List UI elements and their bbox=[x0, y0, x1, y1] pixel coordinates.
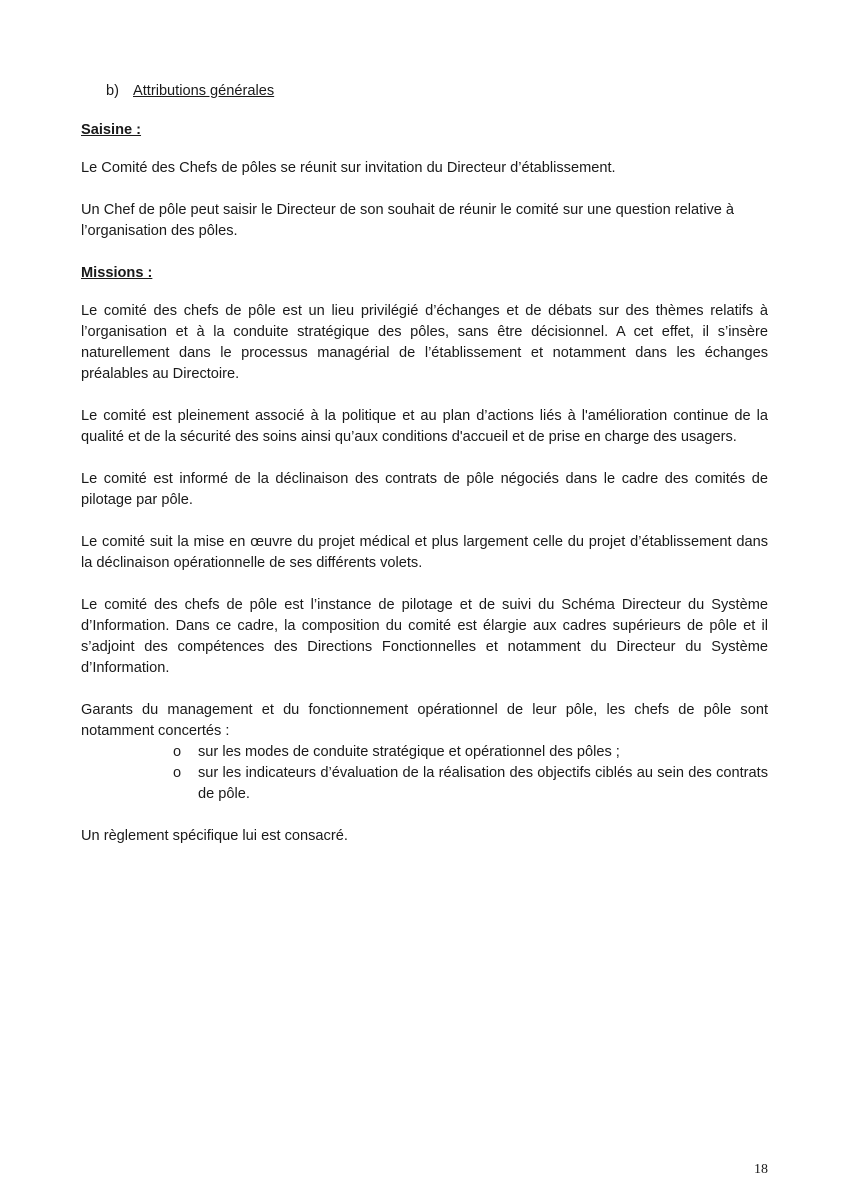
saisine-paragraph-1: Le Comité des Chefs de pôles se réunit sur invitation du Directeur d’établissement. bbox=[81, 160, 616, 176]
bullet-mark: o bbox=[173, 744, 182, 760]
bullet-mark: o bbox=[173, 765, 182, 781]
missions-paragraph-6: Garants du management et du fonctionnement opérationnel de leur pôle, les chefs de pôle sont notamment concertés : bbox=[81, 702, 768, 739]
saisine-paragraph-2: Un Chef de pôle peut saisir le Directeur de son souhait de réunir le comité sur une question relative à l’organisation des pôles. bbox=[81, 202, 735, 239]
section-heading bbox=[106, 81, 768, 102]
heading-letter: b) bbox=[106, 83, 119, 99]
missions-title: Missions : bbox=[81, 265, 153, 281]
bullet-list bbox=[81, 742, 768, 805]
closing-paragraph: Un règlement spécifique lui est consacré. bbox=[81, 828, 348, 844]
missions-paragraph-2: Le comité est pleinement associé à la politique et au plan d’actions liés à l'amélioration continue de la qualité et de la sécurité des soins ainsi qu’aux conditions d'accueil et de prise en charge des usagers. bbox=[81, 408, 768, 445]
document-page bbox=[81, 81, 768, 868]
missions-paragraph-4: Le comité suit la mise en œuvre du projet médical et plus largement celle du projet d’établissement dans la déclinaison opérationnelle de ses différents volets. bbox=[81, 534, 768, 571]
bullet-text: sur les indicateurs d’évaluation de la réalisation des objectifs ciblés au sein des contrats de pôle. bbox=[198, 765, 768, 802]
page-number: 18 bbox=[754, 1162, 768, 1177]
saisine-title: Saisine : bbox=[81, 122, 142, 138]
bullet-text: sur les modes de conduite stratégique et opérationnel des pôles ; bbox=[198, 744, 620, 760]
heading-title: Attributions générales bbox=[133, 83, 275, 99]
missions-paragraph-1: Le comité des chefs de pôle est un lieu privilégié d’échanges et de débats sur des thèmes relatifs à l’organisation et à la conduite stratégique des pôles, sans être décisionnel. A cet effet, il s’insère naturellement dans le processus managérial de l’établissement et notamment dans les échanges préalables au Directoire. bbox=[81, 303, 768, 382]
list-item bbox=[81, 763, 768, 805]
list-item bbox=[81, 742, 768, 763]
missions-paragraph-5: Le comité des chefs de pôle est l’instance de pilotage et de suivi du Schéma Directeur du Système d’Information. Dans ce cadre, la composition du comité est élargie aux cadres supérieurs de pôle et il s’adjoint des compétences des Directions Fonctionnelles et notamment du Directeur du Système d’Information. bbox=[81, 597, 768, 676]
missions-paragraph-3: Le comité est informé de la déclinaison des contrats de pôle négociés dans le cadre des comités de pilotage par pôle. bbox=[81, 471, 768, 508]
